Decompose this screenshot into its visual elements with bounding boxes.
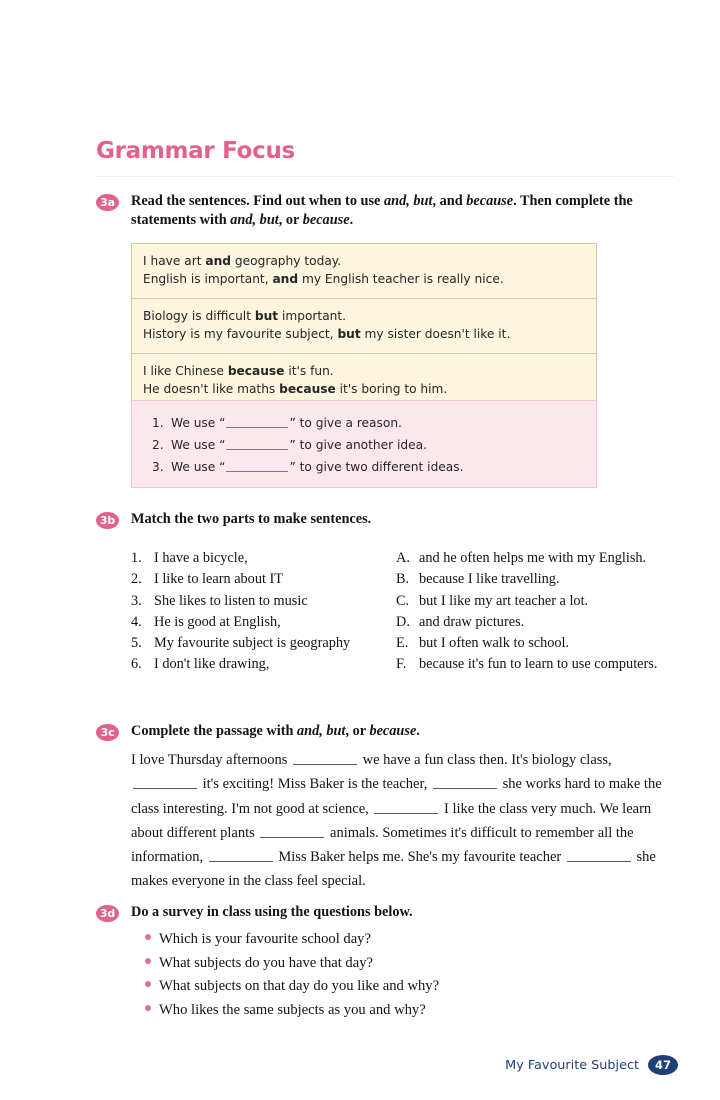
- bullet-icon: [145, 981, 151, 987]
- task-badge-3b: 3b: [96, 512, 119, 529]
- rule-text-post: ” to give a reason.: [289, 416, 402, 430]
- grammar-rules-box: [131, 400, 597, 488]
- item-number: 2.: [131, 571, 142, 588]
- task-badge-3d: 3d: [96, 905, 119, 922]
- rule-statement-2: [152, 434, 596, 456]
- rule-statement-1: [152, 412, 596, 434]
- passage-segment: it's exciting! Miss Baker is the teacher,: [199, 776, 431, 793]
- example-text-pre: English is important,: [143, 271, 273, 286]
- item-letter: B.: [396, 571, 410, 588]
- example-text-pre: He doesn't like maths: [143, 381, 280, 396]
- rule-statement-3: [152, 456, 596, 478]
- example-text-pre: I have art: [143, 254, 206, 268]
- item-letter: C.: [396, 592, 410, 609]
- rule-number: 2.: [152, 438, 164, 452]
- page-footer: [505, 1055, 678, 1075]
- passage-blank-input-1[interactable]: [293, 752, 357, 765]
- list-item[interactable]: [131, 654, 396, 675]
- list-item[interactable]: [396, 612, 676, 633]
- example-text-post: my English teacher is really nice.: [298, 271, 504, 286]
- instr-3a-text3: . Then complete the statements with: [131, 193, 633, 228]
- bullet-icon: [145, 1005, 151, 1011]
- example-text-pre: I like Chinese: [143, 364, 228, 378]
- matching-exercise: [131, 548, 676, 676]
- item-text: He is good at English,: [154, 613, 281, 630]
- passage-blank-input-7[interactable]: [567, 849, 631, 862]
- list-item[interactable]: [396, 591, 676, 612]
- item-number: 6.: [131, 656, 142, 673]
- item-text: and draw pictures.: [419, 613, 525, 630]
- example-text-post: it's boring to him.: [335, 381, 448, 396]
- item-text: and he often helps me with my English.: [419, 550, 647, 566]
- bullet-icon: [145, 934, 151, 940]
- example-conjunction: but: [337, 326, 361, 341]
- passage-segment: animals. Sometimes it's difficult to remember all the information,: [131, 824, 634, 866]
- rule-text-post: ” to give two different ideas.: [289, 460, 464, 474]
- survey-question-text: Which is your favourite school day?: [159, 931, 371, 947]
- page-number-badge: 47: [648, 1055, 678, 1075]
- example-text-post: it's fun.: [284, 364, 334, 378]
- task-badge-3a: 3a: [96, 194, 119, 211]
- passage-segment: she makes everyone in the class feel special.: [131, 849, 656, 890]
- example-text-pre: History is my favourite subject,: [143, 326, 338, 341]
- example-text-post: geography today.: [231, 254, 342, 268]
- matching-left-column: [131, 548, 396, 676]
- passage-segment: I like the class very much. We learn about different plants: [131, 800, 652, 841]
- passage-blank-input-5[interactable]: [260, 825, 324, 838]
- example-line: [143, 308, 585, 326]
- list-item[interactable]: [131, 569, 396, 590]
- item-text: because I like travelling.: [419, 571, 560, 588]
- example-line: [143, 363, 585, 381]
- item-number: 4.: [131, 613, 142, 630]
- task-badge-3c: 3c: [96, 724, 119, 741]
- rule-number: 3.: [152, 460, 164, 474]
- instr-3a-text5: .: [349, 212, 354, 228]
- instr-3a-text1: Read the sentences. Find out when to use: [131, 193, 384, 209]
- example-text-pre: Biology is difficult: [143, 309, 255, 323]
- list-item[interactable]: [396, 548, 676, 569]
- list-item[interactable]: [131, 591, 396, 612]
- item-text: She likes to listen to music: [154, 592, 308, 609]
- instr-3c-em1: and, but: [297, 723, 346, 739]
- item-number: 3.: [131, 592, 142, 609]
- example-line: [143, 271, 585, 289]
- passage-segment: Miss Baker helps me. She's my favourite teacher: [274, 849, 565, 866]
- example-conjunction: because: [279, 381, 336, 396]
- instr-3a-text2: , and: [432, 193, 467, 209]
- survey-question-list: [145, 928, 615, 1022]
- example-conjunction: and: [205, 254, 232, 268]
- example-row-but: [132, 298, 596, 353]
- item-number: 1.: [131, 550, 142, 566]
- example-line: [143, 381, 585, 399]
- list-item[interactable]: [396, 633, 676, 654]
- list-item: [145, 952, 615, 976]
- task-3d-instruction: Do a survey in class using the questions below.: [131, 904, 413, 920]
- list-item[interactable]: [131, 548, 396, 569]
- bullet-icon: [145, 958, 151, 964]
- list-item: [145, 928, 615, 952]
- list-item[interactable]: [396, 654, 676, 675]
- passage-blank-input-3[interactable]: [433, 776, 497, 789]
- survey-question-text: Who likes the same subjects as you and why?: [159, 1001, 426, 1018]
- list-item: [145, 999, 615, 1023]
- instr-3a-text4: , or: [278, 212, 303, 228]
- item-text: because it's fun to learn to use computers.: [419, 656, 658, 673]
- list-item[interactable]: [396, 569, 676, 590]
- instr-3a-em3: and, but: [230, 212, 279, 228]
- passage-segment: we have a fun class then. It's biology class,: [359, 752, 612, 768]
- example-line: [143, 326, 585, 344]
- passage-blank-input-6[interactable]: [209, 849, 273, 862]
- example-row-and: [132, 244, 596, 298]
- example-conjunction: because: [227, 364, 285, 378]
- item-letter: D.: [396, 613, 410, 630]
- matching-right-column: [396, 548, 676, 676]
- list-item[interactable]: [131, 612, 396, 633]
- item-text: I like to learn about IT: [154, 571, 284, 588]
- list-item[interactable]: [131, 633, 396, 654]
- footer-unit-title: My Favourite Subject: [505, 1057, 639, 1073]
- passage-segment: I love Thursday afternoons: [131, 752, 291, 768]
- passage-blank-input-2[interactable]: [133, 776, 197, 789]
- item-text: but I like my art teacher a lot.: [419, 592, 589, 609]
- item-letter: F.: [396, 656, 407, 673]
- list-item: [145, 975, 615, 999]
- item-text: My favourite subject is geography: [154, 635, 351, 652]
- item-letter: A.: [396, 550, 410, 566]
- example-text-post: important.: [278, 309, 347, 323]
- instr-3a-em2: because: [466, 193, 514, 209]
- item-letter: E.: [396, 635, 409, 652]
- task-3a-instruction: [131, 192, 676, 230]
- heading-divider: [96, 176, 674, 177]
- example-line: [143, 253, 585, 271]
- instr-3c-em2: because: [369, 723, 417, 739]
- survey-question-text: What subjects do you have that day?: [159, 954, 373, 971]
- instr-3c-text1: Complete the passage with: [131, 723, 297, 739]
- rule-text-pre: We use “: [171, 460, 226, 474]
- grammar-examples-box: [131, 243, 597, 409]
- item-text: I don't like drawing,: [154, 656, 270, 673]
- instr-3a-em1: and, but: [383, 193, 433, 209]
- instr-3a-em4: because: [302, 212, 350, 228]
- example-conjunction: and: [272, 271, 299, 286]
- task-3b-instruction: Match the two parts to make sentences.: [131, 511, 372, 527]
- passage-segment: she works hard to make the class interesting. I'm not good at science,: [131, 776, 662, 817]
- cloze-passage: [131, 748, 667, 894]
- rule-blank-input-2[interactable]: [226, 437, 288, 450]
- instr-3c-text2: , or: [345, 723, 370, 739]
- item-number: 5.: [131, 635, 142, 652]
- rule-number: 1.: [152, 416, 164, 430]
- rule-text-pre: We use “: [171, 416, 226, 430]
- rule-text-post: ” to give another idea.: [289, 438, 427, 452]
- item-text: I have a bicycle,: [154, 550, 248, 566]
- rule-blank-input-3[interactable]: [226, 459, 288, 472]
- rule-text-pre: We use “: [171, 438, 226, 452]
- page-title: Grammar Focus: [96, 138, 295, 164]
- instr-3c-text3: .: [416, 723, 420, 739]
- item-text: but I often walk to school.: [419, 635, 570, 652]
- example-conjunction: but: [254, 309, 279, 323]
- passage-blank-input-4[interactable]: [374, 801, 438, 814]
- survey-question-text: What subjects on that day do you like and why?: [159, 978, 440, 994]
- task-3c-instruction: [131, 722, 420, 741]
- example-text-post: my sister doesn't like it.: [360, 326, 511, 341]
- rule-blank-input-1[interactable]: [226, 415, 288, 428]
